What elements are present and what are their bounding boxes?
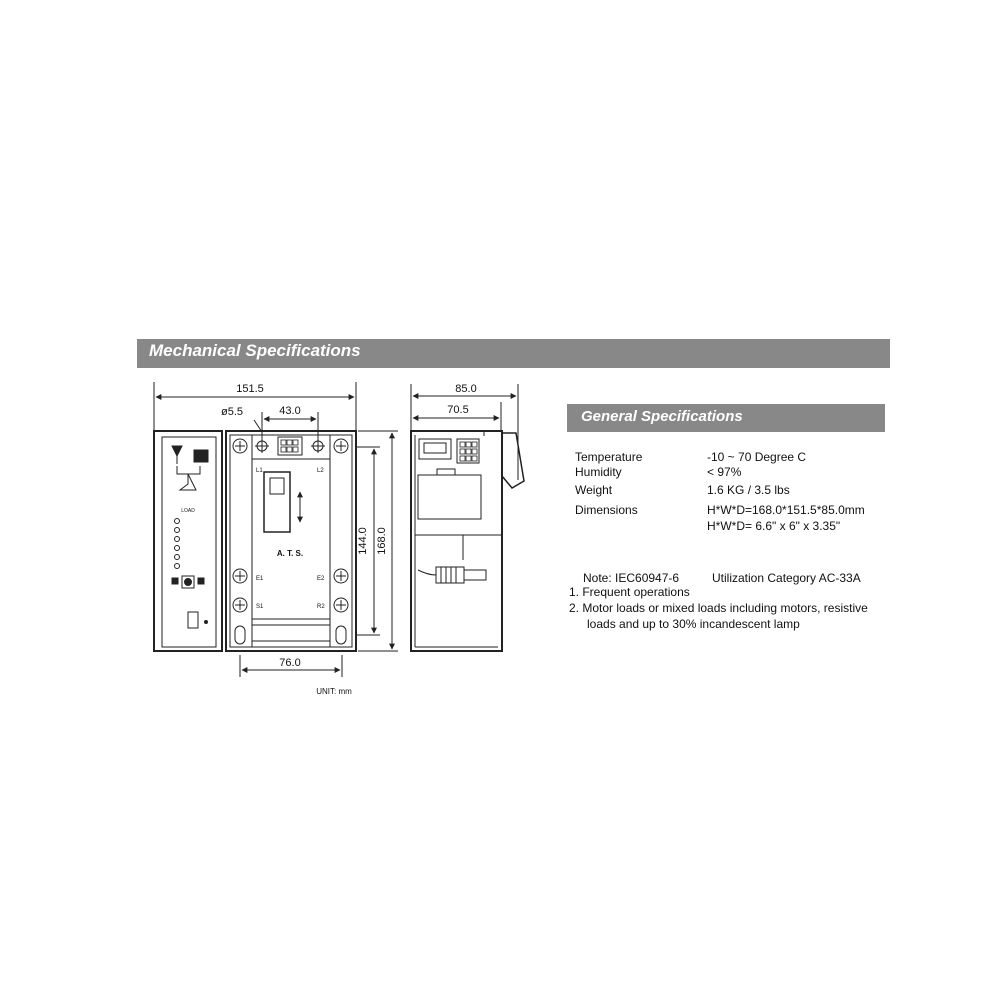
note-title: Note: IEC60947-6 [583,571,680,585]
spec-label-temperature: Temperature [575,450,643,464]
dim-total-width: 151.5 [236,383,264,395]
dim-depth-inner: 70.5 [447,404,469,416]
label-l1: L1 [256,468,263,474]
front-view [154,431,356,651]
spec-label-dimensions: Dimensions [575,503,638,517]
dim-hole-spacing: 43.0 [279,405,301,417]
note-item-2: 2. Motor loads or mixed loads including motors, resistive [569,601,868,615]
unit-label: UNIT: mm [316,687,352,696]
top-connector [281,440,298,452]
label-e1: E1 [256,576,264,582]
terminal-screws [233,439,348,644]
dim-depth-total: 85.0 [455,383,477,395]
note-item-1: 1. Frequent operations [569,585,690,599]
label-l2: L2 [317,468,324,474]
spec-value-dimensions-imperial: H*W*D= 6.6" x 6" x 3.35" [707,519,841,533]
dim-bottom-width: 76.0 [279,657,301,669]
control-panel-symbols [172,446,208,628]
mechanical-specifications-title: Mechanical Specifications [149,341,361,360]
spec-label-weight: Weight [575,483,613,497]
dim-inner-height: 144.0 [357,527,369,555]
side-view [411,431,524,651]
spec-label-humidity: Humidity [575,465,622,479]
note-item-2-continued: loads and up to 30% incandescent lamp [587,617,800,631]
dim-hole: ø5.5 [220,406,244,418]
general-specifications-title: General Specifications [581,408,743,425]
label-load: LOAD [181,508,195,514]
spec-value-humidity: < 97% [707,465,742,479]
general-specifications-header [567,404,885,432]
spec-value-dimensions: H*W*D=168.0*151.5*85.0mm [707,503,865,517]
label-ats: A. T. S. [276,549,304,558]
note-category: Utilization Category AC-33A [712,571,861,585]
label-e2: E2 [317,576,325,582]
label-r2: R2 [317,604,325,610]
label-s1: S1 [256,604,264,610]
spec-value-weight: 1.6 KG / 3.5 lbs [707,483,790,497]
spec-value-temperature: -10 ~ 70 Degree C [707,450,807,464]
dim-total-height: 168.0 [376,527,388,555]
